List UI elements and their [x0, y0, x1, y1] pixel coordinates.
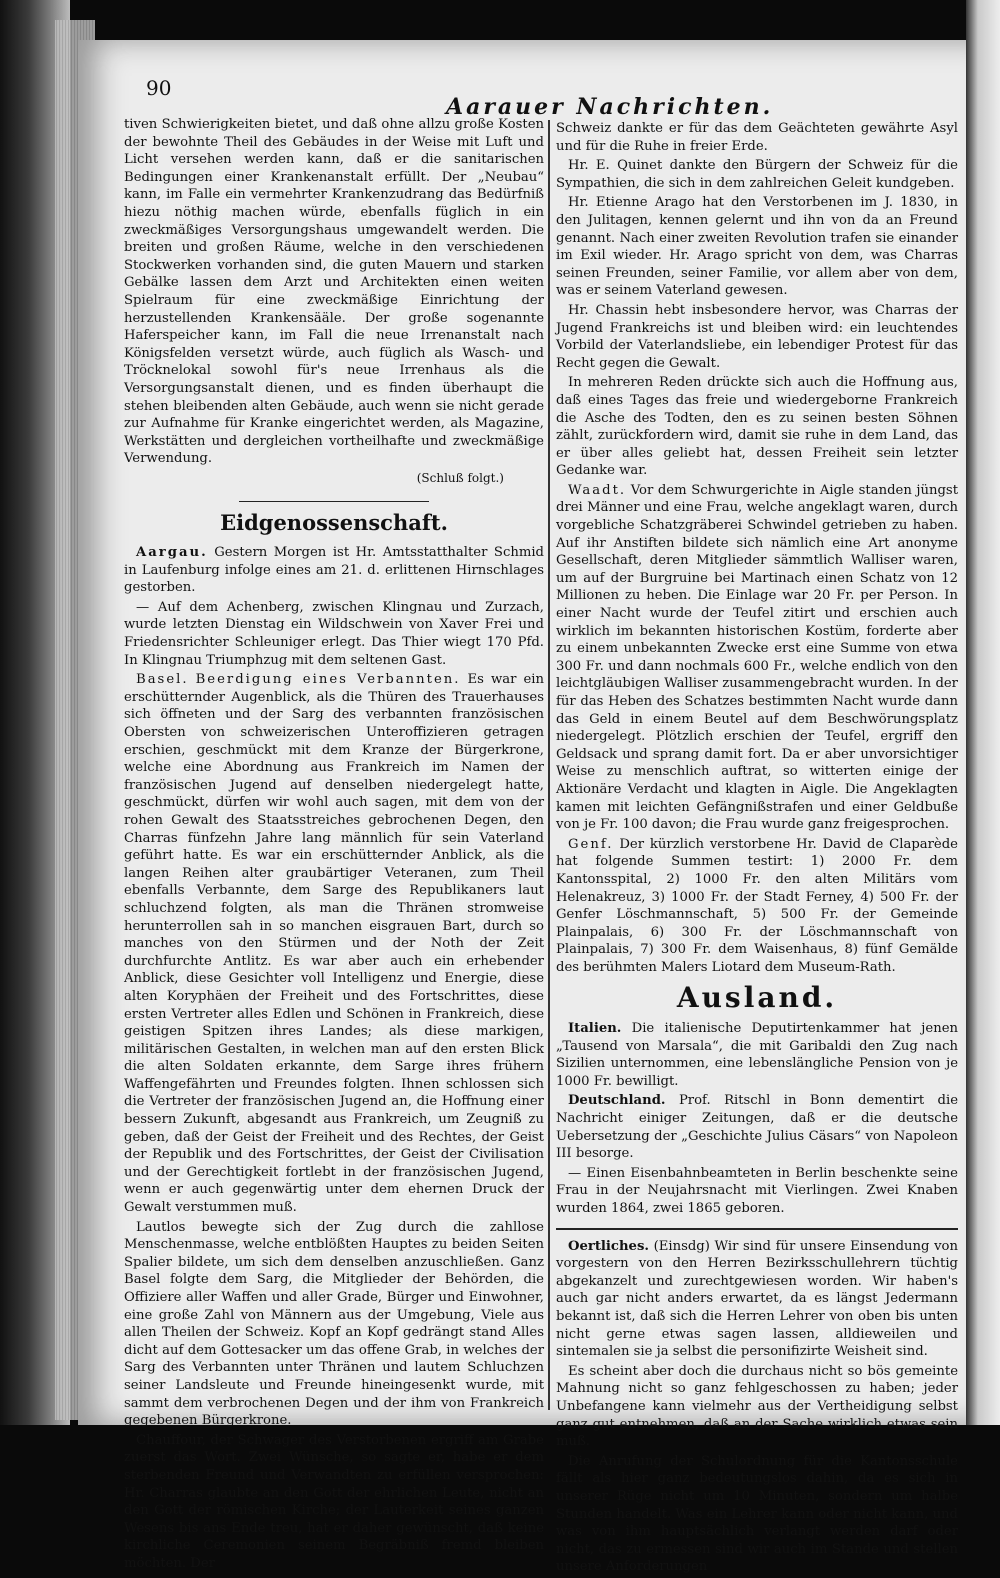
divider-rule: [239, 501, 429, 502]
section-heading-eidgenossenschaft: Eidgenossenschaft.: [220, 510, 448, 536]
place-label: Aargau.: [136, 545, 208, 561]
news-title: Beerdigung eines Verbannten.: [195, 672, 461, 688]
news-text: Der kürzlich verstorbene Hr. David de Claparède hat folgende Summen testirt: 1) 2000 Fr. dem Kantonsspital, 2) 1000 Fr. den alten Militärs vom Helenakreuz, 3) 1000 Fr. der Stadt Ferney, 4) 500 Fr. der Genfer Löschmannschaft, 5) 500 Fr. der Gemeinde Plainpalais, 6) 300 Fr. der Löschmannschaft von Plainpalais, 7) 300 Fr. dem Waisenhaus, 8) fünf Gemälde des berühmten Malers Liotard dem Museum-Rath.: [556, 836, 958, 975]
right-column: [556, 120, 958, 1578]
news-paragraph: Hr. E. Quinet dankte den Bürgern der Schweiz für die Sympathien, die sich in dem zahlreichen Geleit kundgeben.: [556, 158, 958, 191]
submission-label: (Einsdg): [653, 1238, 710, 1254]
news-paragraph: — Einen Eisenbahnbeamteten in Berlin beschenkte seine Frau in der Neujahrsnacht mit Vierlingen. Zwei Knaben wurden 1864, zwei 1865 geboren.: [556, 1165, 958, 1217]
divider-rule: [556, 1228, 958, 1230]
news-text: Vor dem Schwurgerichte in Aigle standen jüngst drei Männer und eine Frau, welche angeklagt waren, durch vorgebliche Schatzgräberei Schwindel getrieben zu haben. Auf ihr Anstiften bildete sich nämlich eine Art anonyme Gesellschaft, deren Mitglieder sämmtlich Walliser waren, um auf der Burgruine bei Martinach einen Schatz von 12 Millionen zu heben. Die Einlage war 20 Fr. per Person. In einer Nacht wurde der Teufel zitirt und erschien auch wirklich im bekannten historischen Kostüm, forderte aber zu einem unbekannten Zwecke erst eine Summe von etwa 300 Fr. und dann nochmals 600 Fr., welche endlich von den leichtgläubigen Walliser zusammengebracht wurden. In der für das Heben des Schatzes bestimmten Nacht wurde dann das Geld in einem Beutel auf dem Beschwörungsplatz niedergelegt. Plötzlich erschien der Teufel, ergriff den Geldsack und sprang damit fort. Da er aber unvorsichtiger Weise zu menschlich auftrat, so witterten einige der Aktionäre Verdacht und klagten in Aigle. Die Angeklagten kamen mit leichten Gefängnißstrafen und einer Geldbuße von je Fr. 100 davon; die Frau wurde ganz freigesprochen.: [556, 482, 958, 833]
place-label: Genf.: [568, 836, 614, 852]
news-paragraph: Hr. Etienne Arago hat den Verstorbenen im J. 1830, in den Julitagen, kennen gelernt und ihn von da an Freund genannt. Nach einer zweiten Revolution trafen sie einander im Exil wieder. Hr. Arago spricht von dem, was Charras seinen Freunden, seiner Familie, vor allem aber von dem, was er seinem Vaterland gewesen.: [556, 195, 958, 299]
facing-page-edge: [966, 0, 1000, 1425]
place-label: Waadt.: [568, 482, 627, 498]
article-continuation: tiven Schwierigkeiten bietet, und daß ohne allzu große Kosten der bewohnte Theil des Gebäudes in der Weise mit Luft und Licht versehen werden kann, daß er die sanitarischen Bedingungen einer Krankenanstalt erfüllt. Der „Neubau“ kann, im Falle ein vermehrter Krankenzudrang das Bedürfniß hiezu nöthig machen würde, ebenfalls füglich in ein zweckmäßiges Versorgungshaus umgewandelt werden. Die breiten und großen Räume, welche in den verschiedenen Stockwerken vorhanden sind, die guten Mauern und starken Gebälke lassen dem Arzt und Architekten einen weiten Spielraum für eine zweckmäßige Einrichtung der herzustellenden Krankensääle. Der große sogenannte Haferspeicher kann, im Fall die neue Irrenanstalt nach Königsfelden versetzt würde, auch füglich als Wasch- und Tröcknelokal sowohl für's neue Irrenhaus als die Versorgungsanstalt dienen, und es finden überhaupt die stehen bleibenden alten Gebäude, auch wenn sie nicht gerade zur Aufnahme für Kranke eingerichtet werden, als Magazine, Werkstätten und dergleichen vortheilhafte und zweckmäßige Verwendung.: [124, 117, 544, 467]
continued-note: (Schluß folgt.): [416, 470, 504, 485]
page-number: 90: [146, 76, 172, 100]
news-paragraph: Schweiz dankte er für das dem Geächteten gewährte Asyl und für die Ruhe in freier Erde.: [556, 121, 958, 154]
news-genf: [556, 836, 958, 977]
news-text: Wir sind für unsere Einsendung von vorgestern von den Herren Bezirksschullehrern tüchtig abgekanzelt und zurechtgewiesen worden. Wir haben's auch gar nicht anders erwartet, da es längst Jedermann bekannt ist, daß sich die Herren Lehrer von oben bis unten nicht gerne etwas sagen lassen, alldieweilen und sintemalen sie ja selbst die personifizirte Weisheit sind.: [556, 1238, 958, 1360]
news-paragraph: Lautlos bewegte sich der Zug durch die zahllose Menschenmasse, welche entblößten Hauptes zu beiden Seiten Spalier bildete, um sich dem denselben anzuschließen. Ganz Basel folgte dem Sarg, die Mitglieder der Behörden, die Offiziere aller Waffen und aller Grade, Bürger und Einwohner, eine große Zahl von Männern aus der Umgebung, Viele aus allen Theilen der Schweiz. Kopf an Kopf gedrängt stand Alles dicht auf dem Gottesacker um das offene Grab, in welches der Sarg des Verbannten unter Thränen und lautem Schluchzen seiner Landsleute und Freunde hineingesenkt wurde, mit sammt dem verbrochenen Degen und der ihm von Frankreich gegebenen Bürgerkrone.: [124, 1219, 544, 1429]
news-paragraph: — Auf dem Achenberg, zwischen Klingnau und Zurzach, wurde letzten Dienstag ein Wildschwein von Xaver Frei und Friedensrichter Schleuniger erlegt. Das Thier wiegt 170 Pfd. In Klingnau Triumphzug mit dem seltenen Gast.: [124, 599, 544, 668]
left-column: [124, 116, 544, 1575]
newspaper-title: Aarauer Nachrichten.: [446, 94, 774, 120]
news-paragraph: Es scheint aber doch die durchaus nicht so bös gemeinte Mahnung nicht so ganz fehlgeschossen zu haben; jeder Unbefangene kann vielmehr aus der Vertheidigung selbst ganz gut entnehmen, daß an der Sache wirklich etwas sein muß.: [556, 1363, 958, 1450]
place-label: Basel.: [136, 672, 189, 688]
section-heading-ausland: Ausland.: [676, 980, 838, 1014]
news-paragraph: Hr. Chassin hebt insbesondere hervor, was Charras der Jugend Frankreichs ist und bleiben wird: ein leuchtendes Vorbild der Vaterlandsliebe, ein lebendiger Protest für das Recht gegen die Gewalt.: [556, 302, 958, 371]
page-header: [146, 74, 946, 120]
news-text: Die italienische Deputirtenkammer hat jenen „Tausend von Marsala“, die mit Garibaldi den Zug nach Sizilien unternommen, eine lebenslängliche Pension von je 1000 Fr. bewilligt.: [556, 1021, 958, 1089]
newspaper-page: [78, 40, 978, 1575]
news-deutschland: [556, 1092, 958, 1162]
news-waadt: [556, 482, 958, 834]
news-text: Prof. Ritschl in Bonn dementirt die Nachricht einiger Zeitungen, daß er die deutsche Uebersetzung der „Geschichte Julius Cäsars“ von Napoleon III besorge.: [556, 1093, 958, 1162]
news-paragraph: Die Anrufung der Schulordnung für die Kantonsschule fällt als hier ganz bedeutungslos dahin, da es sich in unserer Rüge nicht um 10 Minuten, sondern um halbe Stunden handelt. Was ein Lehrer kann oder nicht kann, und was von ihm hauptsächlich verlangt werden darf oder nicht, das zu ermessen sind wir auch im Stande und stellen unsere Anforderungen: [556, 1453, 958, 1575]
place-label: Deutschland.: [568, 1093, 666, 1109]
news-oertliches: [556, 1238, 958, 1361]
place-label: Oertliches.: [568, 1238, 649, 1254]
news-italien: [556, 1020, 958, 1090]
news-paragraph: In mehreren Reden drückte sich auch die Hoffnung aus, daß eines Tages das freie und wiedergeborne Frankreich die Asche des Todten, den es zu seinen besten Söhnen zählt, zurückfordern wird, damit sie ruhe in dem Land, das er über alles geliebt hat, dessen Freiheit sein letzter Gedanke war.: [556, 375, 958, 479]
column-divider: [548, 120, 550, 1410]
news-aargau: [124, 544, 544, 597]
news-text: Gestern Morgen ist Hr. Amtsstatthalter Schmid in Laufenburg infolge eines am 21. d. erlittenen Hirnschlages gestorben.: [124, 545, 544, 596]
place-label: Italien.: [568, 1021, 622, 1037]
news-paragraph: Chauffour, der Schwager des Verstorbenen ergriff am Grabe zuerst das Wort. Zwei Wünsche, so sagte er, habe er dem sterbenden Freund und Verwandten zu erfüllen versprochen: Hr. Charras glaubte an den Gott der ehrlichen Leute, nicht an den Gott der römischen Kirche; der Lauterkeit seines ganzen Wesens bis ans Ende treu, hat er daher gewünscht, daß keine kirchliche Ceremonien seinem Begräbniß fremd bleiben möchten. Der: [124, 1432, 544, 1571]
news-basel: [124, 671, 544, 1216]
news-text: Es war ein erschütternder Augenblick, als die Thüren des Trauerhauses sich öffneten und der Sarg des verbannten französischen Obersten von schweizerischen Unteroffizieren getragen erschien, geschmückt mit dem Kranze der Bürgerkrone, welche eine Abordnung aus Frankreich im Namen der französischen Jugend auf denselben niedergelegt hatte, geschmückt, dürfen wir wohl auch sagen, mit dem von der rohen Gewalt des Staatsstreiches gebrochenen Degen, den Charras fünfzehn Jahre lang männlich für sein Vaterland geführt hatte. Es war ein erschütternder Anblick, als die langen Reihen alter graubärtiger Veteranen, zum Theil ebenfalls Verbannte, dem Sarge des Republikaners laut schluchzend folgten, als man die Thränen stromweise herunterrollen sah in so manchen eisgrauen Bart, durch so manches von den Stürmen und der Noth der Zeit durchfurchte Antlitz. Es war aber auch ein erhebender Anblick, diese Gesichter voll Intelligenz und Energie, diese alten Koryphäen der Freiheit und des Fortschrittes, diese ersten Vertreter alles Edlen und Schönen in Frankreich, diese geistigen Spitzen ihres Landes; als diese markigen, militärischen Gestalten, in welchen man auf den ersten Blick die alten Soldaten erkannte, dem Sarge ihres frühern Waffengefährten und Freundes folgten. Ihnen schlossen sich die Vertreter der französischen Jugend an, die Hoffnung einer bessern Zukunft, abgesandt aus Frankreich, um Zeugniß zu geben, daß der Geist der Freiheit und des Rechtes, der Geist der Republik und des Fortschrittes, der Geist der Civilisation und der Gerechtigkeit fortlebt in der französischen Jugend, wenn er auch gegenwärtig unter dem ehernen Druck der Gewalt verstummen muß.: [124, 672, 544, 1216]
